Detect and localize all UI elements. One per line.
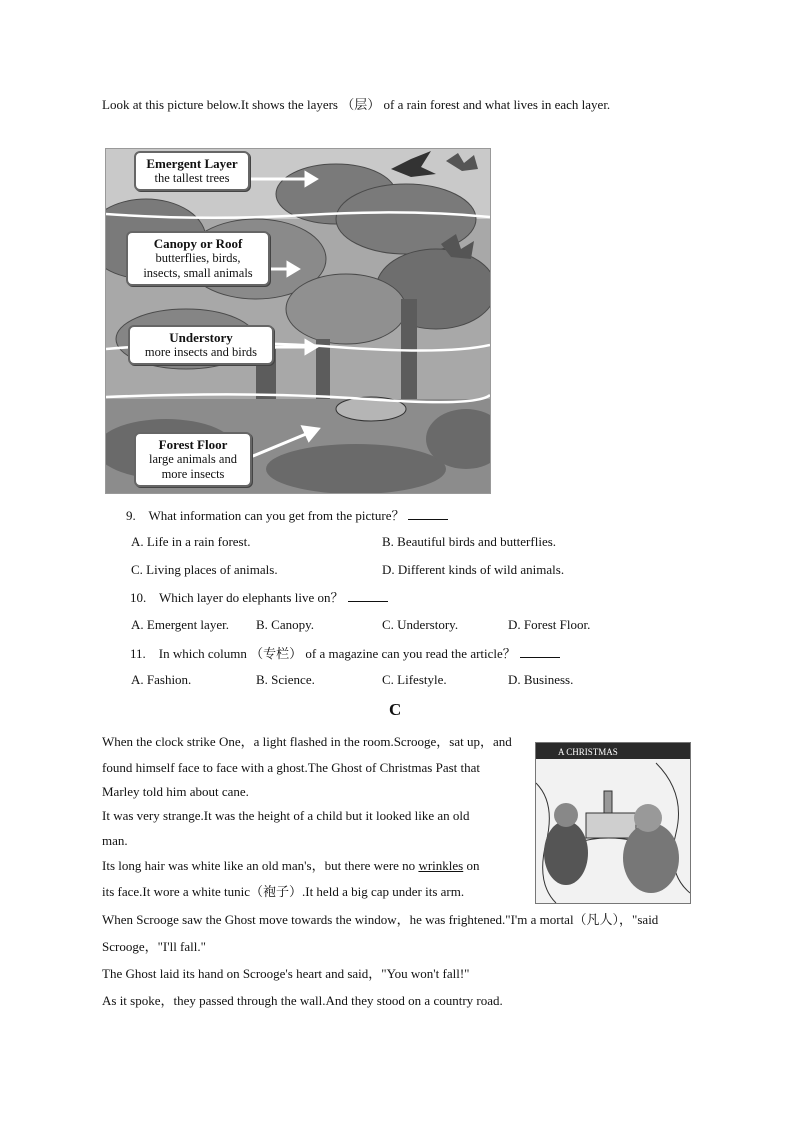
story-text: on (463, 858, 480, 873)
illustration-caption: A CHRISTMAS (558, 747, 618, 757)
story-line (102, 858, 479, 874)
answer-blank[interactable] (348, 589, 388, 602)
question-11 (130, 645, 560, 662)
question-9 (126, 507, 448, 524)
emergent-layer-label (134, 151, 250, 191)
question-number: 11. (130, 646, 146, 661)
option-c: C. Lifestyle. (382, 672, 447, 687)
intro-text: Look at this picture below.It shows the layers （层） of a rain forest and what lives in each layer. (102, 97, 611, 112)
option-b: B. Science. (256, 672, 315, 687)
answer-blank[interactable] (520, 645, 560, 658)
layer-title: Forest Floor (158, 437, 228, 452)
layer-desc: more insects (161, 467, 225, 481)
forest-floor-label (134, 432, 252, 487)
option-a: A. Fashion. (131, 672, 192, 687)
layer-desc: insects, small animals (143, 266, 253, 280)
question-number: 9. (126, 508, 136, 523)
option-c: C. Living places of animals. (131, 562, 278, 577)
canopy-layer-label (126, 231, 270, 286)
story-line: Marley told him about cane. (102, 784, 249, 799)
layer-desc: large animals and (149, 452, 237, 466)
story-line: its face.It wore a white tunic（袍子）.It held a big cap under its arm. (102, 884, 465, 899)
option-d: D. Forest Floor. (508, 617, 591, 632)
option-b: B. Beautiful birds and butterflies. (382, 534, 557, 549)
story-line: When the clock strike One，a light flashed in the room.Scrooge，sat up，and (102, 734, 512, 749)
story-line: When Scrooge saw the Ghost move towards the window，he was frightened."I'm a mortal（凡人），"said (102, 912, 659, 927)
understory-layer-label (128, 325, 274, 365)
story-line: man. (102, 833, 128, 848)
question-text: In which column （专栏） of a magazine can you read the article？ (158, 646, 516, 661)
option-a: A. Life in a rain forest. (131, 534, 251, 549)
question-10 (130, 589, 388, 606)
answer-blank[interactable] (408, 507, 448, 520)
underlined-word: wrinkles (418, 858, 464, 873)
option-d: D. Business. (508, 672, 574, 687)
story-line: It was very strange.It was the height of a child but it looked like an old (102, 808, 470, 823)
rainforest-figure (105, 148, 491, 494)
story-line: found himself face to face with a ghost.The Ghost of Christmas Past that (102, 760, 481, 775)
layer-title: Understory (169, 330, 233, 345)
section-heading: C (389, 700, 402, 719)
option-c: C. Understory. (382, 617, 459, 632)
story-text: Its long hair was white like an old man's，but there were no (102, 858, 419, 873)
option-d: D. Different kinds of wild animals. (382, 562, 565, 577)
christmas-illustration (535, 742, 691, 904)
story-line: Scrooge，"I'll fall." (102, 939, 206, 954)
layer-desc: the tallest trees (154, 171, 230, 185)
story-line: The Ghost laid its hand on Scrooge's heart and said，"You won't fall!" (102, 966, 470, 981)
question-number: 10. (130, 590, 147, 605)
layer-title: Emergent Layer (146, 156, 238, 171)
story-line: As it spoke，they passed through the wall.And they stood on a country road. (102, 993, 503, 1008)
question-text: Which layer do elephants live on？ (159, 590, 344, 605)
layer-desc: butterflies, birds, (155, 251, 241, 265)
option-a: A. Emergent layer. (131, 617, 229, 632)
option-b: B. Canopy. (256, 617, 315, 632)
question-text: What information can you get from the picture？ (148, 508, 405, 523)
layer-title: Canopy or Roof (153, 236, 243, 251)
layer-desc: more insects and birds (144, 345, 258, 359)
